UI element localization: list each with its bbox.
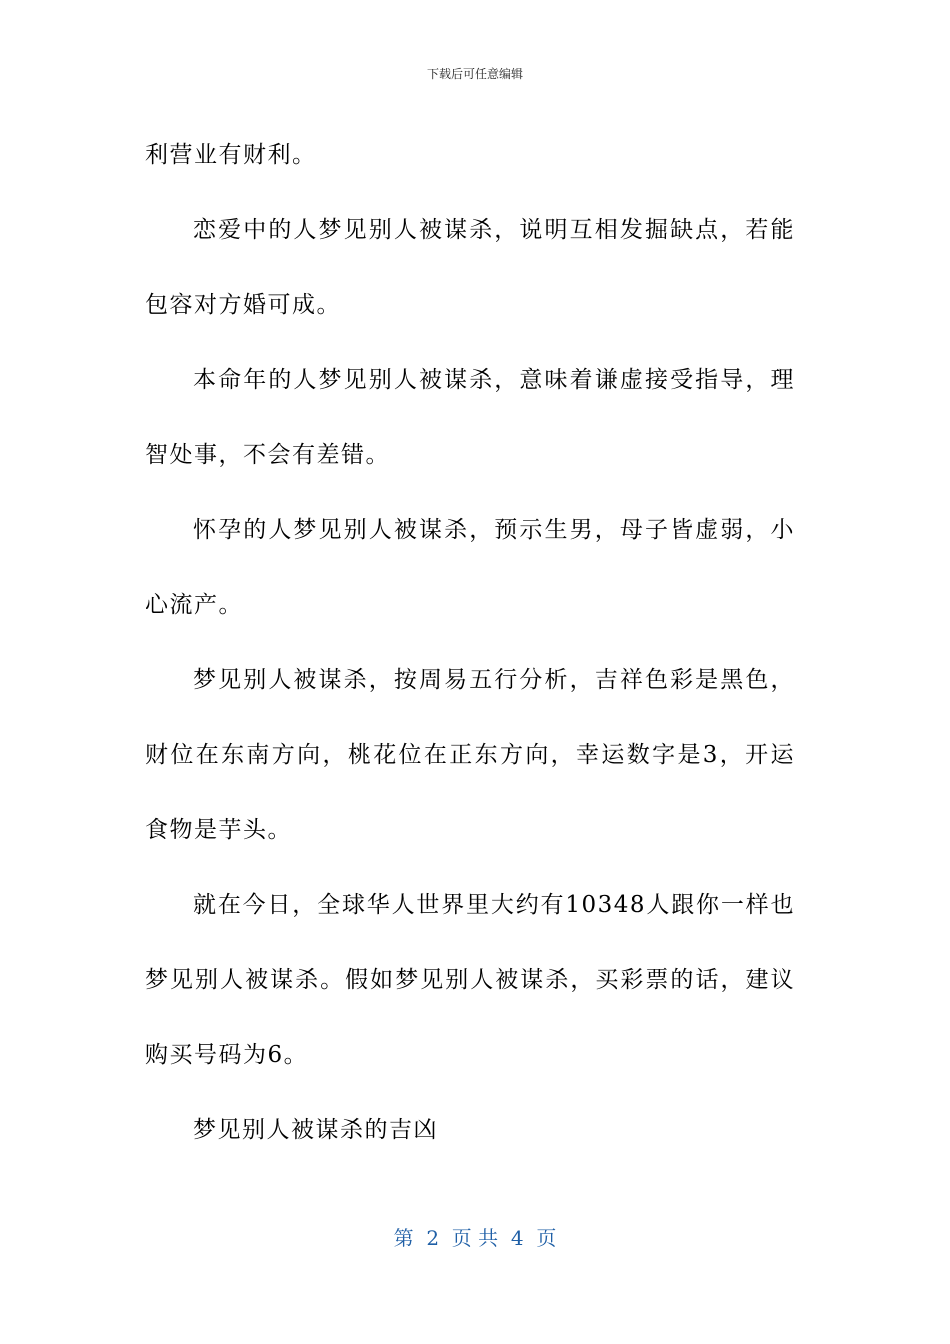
paragraph-2: 恋爱中的人梦见别人被谋杀，说明互相发掘缺点，若能包容对方婚可成。 [145, 217, 795, 318]
paragraph-5: 梦见别人被谋杀，按周易五行分析，吉祥色彩是黑色，财位在东南方向，桃花位在正东方向，幸运数字是3，开运食物是芋头。 [145, 667, 795, 843]
paragraph-6: 就在今日，全球华人世界里大约有10348人跟你一样也梦见别人被谋杀。假如梦见别人被谋杀，买彩票的话，建议购买号码为6。 [145, 892, 795, 1068]
paragraph-3: 本命年的人梦见别人被谋杀，意味着谦虚接受指导，理智处事，不会有差错。 [145, 367, 795, 468]
page-header-note: 下载后可任意编辑 [426, 67, 523, 81]
paragraph-7-heading: 梦见别人被谋杀的吉凶 [193, 1117, 438, 1143]
page-number-footer: 第 2 页 共 4 页 [393, 1226, 557, 1250]
document-body [145, 118, 795, 1168]
paragraph-1: 利营业有财利。 [145, 142, 317, 168]
paragraph-4: 怀孕的人梦见别人被谋杀，预示生男，母子皆虚弱，小心流产。 [145, 517, 795, 618]
